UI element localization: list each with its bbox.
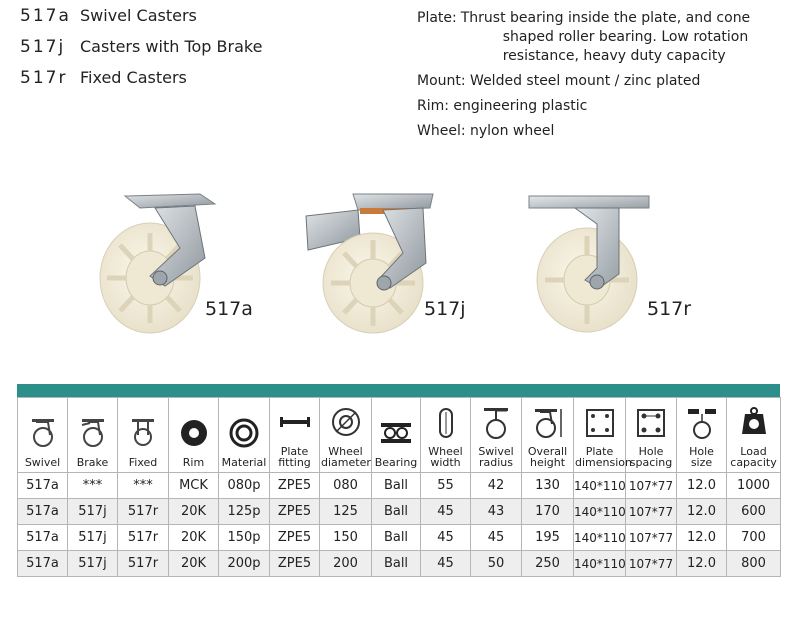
hole-size-icon (678, 406, 725, 440)
model-row (20, 37, 262, 68)
product-fixed-caster (525, 192, 705, 342)
cell-hole-spacing: 107*77 (626, 499, 677, 525)
col-header-label: Material (221, 456, 267, 469)
cell-wheel-diameter: 080 (320, 473, 372, 499)
cell-load-capacity: 700 (727, 525, 781, 551)
spec-plate-label: Plate: (417, 10, 457, 26)
col-header-label: width (430, 456, 461, 469)
cell-brake: 517j (68, 525, 118, 551)
col-header-label: height (529, 456, 566, 469)
cell-fixed: 517r (118, 525, 169, 551)
cell-wheel-width: 45 (421, 551, 471, 577)
cell-fixed: 517r (118, 499, 169, 525)
spec-table-wrapper (17, 384, 780, 577)
material-icon (220, 417, 268, 451)
cell-swivel: 517a (18, 499, 68, 525)
model-code: 517a (20, 6, 71, 26)
rim-icon (170, 417, 217, 451)
model-code: 517r (20, 68, 68, 88)
cell-bearing: Ball (372, 525, 421, 551)
cell-hole-spacing: 107*77 (626, 473, 677, 499)
spec-mount: Mount: Welded steel mount / zinc plated (417, 73, 701, 89)
col-header-label: fitting (278, 456, 311, 469)
col-header-label: spacing (629, 456, 673, 469)
cell-swivel: 517a (18, 473, 68, 499)
cell-overall-height: 250 (522, 551, 574, 577)
cell-plate-dimension: 140*110 (574, 473, 626, 499)
cell-fixed: 517r (118, 551, 169, 577)
col-header-overall-height (522, 398, 574, 473)
col-header-material (219, 398, 270, 473)
overall-height-icon (523, 406, 572, 440)
col-header-label: Fixed (128, 456, 158, 469)
col-header-wheel-width (421, 398, 471, 473)
table-row (18, 473, 781, 499)
cell-bearing: Ball (372, 499, 421, 525)
cell-hole-size: 12.0 (677, 499, 727, 525)
cell-wheel-width: 45 (421, 499, 471, 525)
col-header-label: Bearing (374, 456, 418, 469)
cell-wheel-width: 55 (421, 473, 471, 499)
model-code: 517j (20, 37, 66, 57)
cell-material: 080p (219, 473, 270, 499)
cell-plate-fitting: ZPE5 (270, 551, 320, 577)
col-header-label: dimension (575, 456, 632, 469)
model-list (20, 6, 262, 99)
cell-swivel: 517a (18, 551, 68, 577)
col-header-label: Load (740, 445, 767, 458)
col-header-swivel-radius (471, 398, 522, 473)
cell-plate-dimension: 140*110 (574, 551, 626, 577)
col-header-fixed (118, 398, 169, 473)
spec-rim: Rim: engineering plastic (417, 98, 588, 114)
cell-wheel-diameter: 125 (320, 499, 372, 525)
cell-wheel-diameter: 150 (320, 525, 372, 551)
cell-fixed: *** (118, 473, 169, 499)
model-name: Swivel Casters (80, 6, 197, 25)
cell-rim: 20K (169, 525, 219, 551)
spec-table (17, 397, 781, 577)
cell-swivel: 517a (18, 525, 68, 551)
spec-list (417, 9, 792, 147)
plate-dimension-icon (575, 406, 624, 440)
cell-brake: 517j (68, 551, 118, 577)
cell-wheel-diameter: 200 (320, 551, 372, 577)
cell-rim: 20K (169, 551, 219, 577)
hole-spacing-icon (627, 406, 675, 440)
cell-hole-size: 12.0 (677, 525, 727, 551)
cell-material: 125p (219, 499, 270, 525)
cell-rim: MCK (169, 473, 219, 499)
table-row (18, 525, 781, 551)
col-header-label: Swivel (24, 456, 61, 469)
table-header-row (18, 398, 781, 473)
cell-brake: *** (68, 473, 118, 499)
cell-plate-fitting: ZPE5 (270, 473, 320, 499)
cell-swivel-radius: 42 (471, 473, 522, 499)
cell-overall-height: 195 (522, 525, 574, 551)
product-label: 517a (205, 298, 253, 320)
product-brake-caster (298, 188, 498, 338)
cell-overall-height: 130 (522, 473, 574, 499)
cell-plate-dimension: 140*110 (574, 499, 626, 525)
cell-bearing: Ball (372, 551, 421, 577)
bearing-icon (373, 417, 419, 451)
cell-plate-fitting: ZPE5 (270, 499, 320, 525)
wheel-diameter-icon (321, 406, 370, 440)
col-header-load-capacity (727, 398, 781, 473)
col-header-label: capacity (730, 456, 777, 469)
cell-brake: 517j (68, 499, 118, 525)
col-header-label: Wheel (328, 445, 363, 458)
model-row (20, 68, 262, 99)
product-label: 517j (424, 298, 466, 320)
model-name: Fixed Casters (80, 68, 187, 87)
col-header-label: Overall (527, 445, 568, 458)
cell-overall-height: 170 (522, 499, 574, 525)
cell-load-capacity: 600 (727, 499, 781, 525)
swivel-radius-icon (472, 406, 520, 440)
cell-swivel-radius: 43 (471, 499, 522, 525)
col-header-label: Swivel (478, 445, 514, 458)
cell-load-capacity: 800 (727, 551, 781, 577)
table-row (18, 499, 781, 525)
brake-caster-image (298, 188, 498, 338)
cell-plate-fitting: ZPE5 (270, 525, 320, 551)
table-header-bar (17, 384, 780, 397)
model-row (20, 6, 262, 37)
col-header-label: Hole (689, 445, 714, 458)
brake-caster-icon (69, 417, 116, 451)
table-body (18, 473, 781, 577)
col-header-hole-spacing (626, 398, 677, 473)
col-header-swivel (18, 398, 68, 473)
col-header-brake (68, 398, 118, 473)
col-header-label: radius (478, 456, 513, 469)
cell-plate-dimension: 140*110 (574, 525, 626, 551)
col-header-label: size (690, 456, 713, 469)
col-header-plate-fitting (270, 398, 320, 473)
plate-fitting-icon (271, 406, 318, 440)
cell-material: 200p (219, 551, 270, 577)
fixed-caster-icon (119, 417, 167, 451)
spec-wheel: Wheel: nylon wheel (417, 123, 555, 139)
cell-swivel-radius: 50 (471, 551, 522, 577)
cell-hole-spacing: 107*77 (626, 525, 677, 551)
col-header-label: Brake (76, 456, 109, 469)
col-header-label: Hole (638, 445, 664, 458)
cell-rim: 20K (169, 499, 219, 525)
table-row (18, 551, 781, 577)
swivel-caster-icon (19, 417, 66, 451)
cell-hole-spacing: 107*77 (626, 551, 677, 577)
col-header-label: diameter (321, 456, 371, 469)
col-header-label: Wheel (428, 445, 463, 458)
col-header-label: Rim (182, 456, 205, 469)
cell-hole-size: 12.0 (677, 473, 727, 499)
product-label: 517r (647, 298, 692, 320)
spec-plate-text: Thrust bearing inside the plate, and cone shaped roller bearing. Low rotation resistance, heavy duty capacity (460, 10, 751, 64)
cell-material: 150p (219, 525, 270, 551)
col-header-label: Plate (585, 445, 614, 458)
model-name: Casters with Top Brake (80, 37, 263, 56)
col-header-rim (169, 398, 219, 473)
cell-hole-size: 12.0 (677, 551, 727, 577)
wheel-width-icon (422, 406, 469, 440)
col-header-label: Plate (280, 445, 309, 458)
product-swivel-caster (95, 188, 265, 338)
col-header-hole-size (677, 398, 727, 473)
col-header-wheel-diameter (320, 398, 372, 473)
col-header-bearing (372, 398, 421, 473)
spec-plate (417, 9, 792, 66)
cell-load-capacity: 1000 (727, 473, 781, 499)
cell-wheel-width: 45 (421, 525, 471, 551)
cell-bearing: Ball (372, 473, 421, 499)
col-header-plate-dimension (574, 398, 632, 473)
load-capacity-icon (728, 406, 779, 440)
cell-swivel-radius: 45 (471, 525, 522, 551)
